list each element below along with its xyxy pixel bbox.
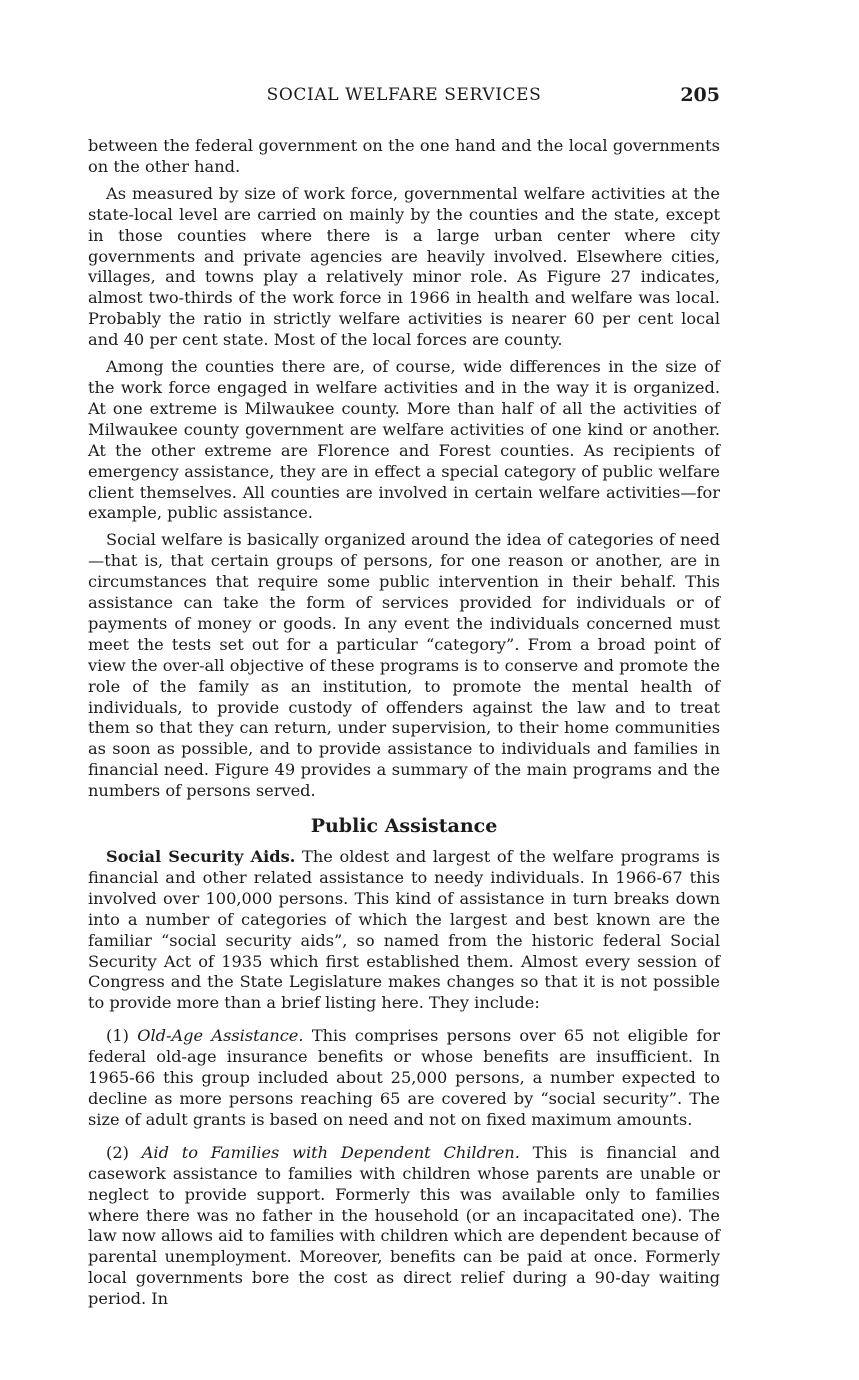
page-number: 205 xyxy=(680,84,720,106)
running-header xyxy=(88,82,720,112)
list-item-number: (1) xyxy=(106,1026,129,1046)
section-heading: Public Assistance xyxy=(310,815,498,838)
list-item-title: Old-Age Assistance. xyxy=(137,1026,304,1046)
list-item-title: Aid to Families with Dependent Children. xyxy=(141,1142,520,1162)
list-item-dependent-children xyxy=(88,1143,720,1310)
list-item-text: This is financial and casework assistance to families with children whose parents are unable or neglect to provide support. Formerly this was available only to families where there was no father in the household (or an incapacitated one). The law now allows aid to families with children which are dependent because of parental unemployment. Moreover, benefits can be paid at once. Formerly local governments bore the cost as direct relief during a 90-day waiting period. In xyxy=(88,1142,721,1309)
running-title: SOCIAL WELFARE SERVICES xyxy=(266,85,542,105)
social-security-aids-lead: Social Security Aids. xyxy=(106,847,296,866)
list-item-number: (2) xyxy=(106,1142,129,1162)
paragraph-continuation: between the federal government on the one hand and the local governments on the other hand. xyxy=(88,136,720,176)
paragraph-counties: Among the counties there are, of course, wide differences in the size of the work force engaged in welfare activities and in the way it is organized. At one extreme is Milwaukee county. More than half of all the activities of Milwaukee county government are welfare activities of one kind or another. At the other extreme are Florence and Forest counties. As recipients of emergency assistance, they are in effect a special category of public welfare client themselves. All counties are involved in certain welfare activities—for example, public assistance. xyxy=(88,357,720,523)
paragraph-categories-of-need: Social welfare is basically organized around the idea of categories of need —that is, that certain groups of persons, for one reason or another, are in circumstances that require some public intervention in their behalf. This assistance can take the form of services provided for individuals or of payments of money or goods. In any event the individuals concerned must meet the tests set out for a particular “category”. From a broad point of view the over-all objective of these programs is to conserve and promote the role of the family as an institution, to promote the mental health of individuals, to provide custody of offenders against the law and to treat them so that they can return, under supervision, to their home communities as soon as possible, and to provide assistance to individuals and families in financial need. Figure 49 provides a summary of the main programs and the numbers of persons served. xyxy=(88,530,720,801)
list-item-old-age-assistance xyxy=(88,1026,720,1131)
paragraph-work-force: As measured by size of work force, governmental welfare activities at the state-local level are carried on mainly by the counties and the state, except in those counties where there is a large urban center where city governments and private agencies are heavily involved. Elsewhere cities, villages, and towns play a relatively minor role. As Figure 27 indicates, almost two-thirds of the work force in 1966 in health and welfare was local. Probably the ratio in strictly welfare activities is nearer 60 per cent local and 40 per cent state. Most of the local forces are county. xyxy=(88,183,720,350)
body-text xyxy=(88,136,720,1310)
book-page xyxy=(88,82,720,1316)
paragraph-social-security-aids xyxy=(88,847,720,1014)
list-item-text: This comprises persons over 65 not eligible for federal old-age insurance benefits or whose benefits are insufficient. In 1965-66 this group included about 25,000 persons, a number expected to decline as more persons reaching 65 are covered by “social security”. The size of adult grants is based on need and not on fixed maximum amounts. xyxy=(88,1026,720,1129)
social-security-aids-text: The oldest and largest of the welfare programs is financial and other related assistance to needy individuals. In 1966-67 this involved over 100,000 persons. This kind of assistance in turn breaks down into a number of categories of which the largest and best known are the familiar “social security aids”, so named from the historic federal Social Security Act of 1935 which first established them. Almost every session of Congress and the State Legislature makes changes so that it is not possible to provide more than a brief listing here. They include: xyxy=(88,847,720,1013)
